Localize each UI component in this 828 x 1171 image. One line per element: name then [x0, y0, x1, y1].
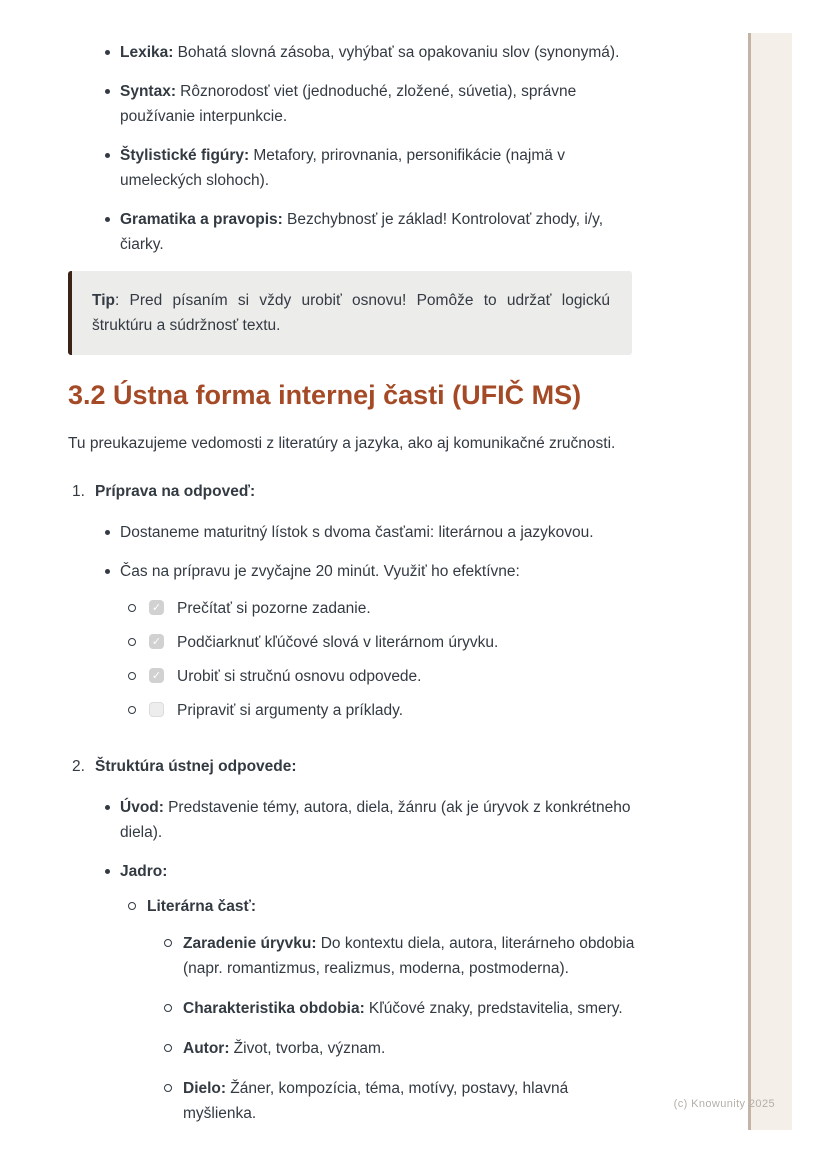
list-item-text	[120, 40, 638, 65]
list-item-body: Bezchybnosť je základ! Kontrolovať zhody, i/y, čiarky.	[120, 211, 604, 253]
bullet-disc-icon	[105, 40, 120, 65]
step-number: 1.	[72, 483, 85, 500]
list-item-body: Žáner, kompozícia, téma, motívy, postavy, hlavná myšlienka.	[183, 1080, 569, 1122]
list-item-text	[120, 559, 638, 732]
bullet-circle-icon	[164, 1084, 172, 1092]
list-item	[68, 40, 638, 65]
bullet-circle-icon	[128, 902, 136, 910]
tip-text: : Pred písaním si vždy urobiť osnovu! Pomôže to udržať logickú štruktúru a súdržnosť textu.	[92, 292, 610, 334]
list-item-label: Lexika:	[120, 44, 174, 61]
bullet-disc-icon	[105, 795, 120, 845]
list-item	[164, 931, 638, 981]
list-item-label: Jadro:	[120, 863, 168, 880]
checklist-item-text: Prečítať si pozorne zadanie.	[177, 600, 371, 617]
list-item-label: Autor:	[183, 1040, 230, 1057]
list-item	[68, 143, 638, 193]
list-item	[68, 520, 638, 545]
list-item-text	[183, 1076, 638, 1126]
list-item	[68, 207, 638, 257]
list-item-label: Dielo:	[183, 1080, 227, 1097]
list-item	[164, 996, 638, 1021]
list-item-label: Literárna časť:	[147, 898, 257, 915]
tip-callout	[68, 271, 632, 355]
list-item	[68, 559, 638, 732]
document-content	[68, 40, 638, 1167]
bullet-circle-icon	[128, 604, 136, 612]
list-item-label: Zaradenie úryvku:	[183, 935, 317, 952]
checklist-item	[128, 664, 638, 689]
list-item-text	[120, 795, 638, 845]
step-header	[68, 479, 638, 504]
list-item-text	[183, 931, 638, 981]
list-item-body: Predstavenie témy, autora, diela, žánru (ak je úryvok z konkrétneho diela).	[120, 799, 631, 841]
list-item-body: Do kontextu diela, autora, literárneho obdobia (napr. romantizmus, realizmus, moderna, postmoderna).	[183, 935, 635, 977]
step-number: 2.	[72, 758, 85, 775]
criteria-list	[68, 40, 638, 257]
bullet-disc-icon	[105, 207, 120, 257]
list-item-text	[120, 79, 638, 129]
list-item-text	[120, 207, 638, 257]
list-item	[128, 894, 638, 1141]
steps-list	[68, 479, 638, 1153]
checklist-item-text: Urobiť si stručnú osnovu odpovede.	[177, 668, 422, 685]
copyright-notice: (c) Knowunity 2025	[673, 1098, 775, 1110]
list-item-text	[183, 996, 638, 1021]
list-item	[164, 1076, 638, 1126]
tip-label: Tip	[92, 292, 115, 309]
list-item-body: Život, tvorba, význam.	[233, 1040, 386, 1057]
step-header	[68, 754, 638, 779]
checklist-item-text: Podčiarknuť kľúčové slová v literárnom úryvku.	[177, 634, 499, 651]
bullet-disc-icon	[105, 79, 120, 129]
checkbox[interactable]	[149, 702, 164, 717]
bullet-disc-icon	[105, 859, 120, 1153]
list-item-label: Úvod:	[120, 799, 164, 816]
preparation-checklist	[128, 596, 638, 723]
list-item-text: Dostaneme maturitný lístok s dvoma časťami: literárnou a jazykovou.	[120, 524, 594, 541]
literarna-sublist	[164, 931, 638, 1126]
list-item-text	[147, 894, 638, 1141]
checklist-item	[128, 698, 638, 723]
bullet-circle-icon	[128, 706, 136, 714]
jadro-sublist	[128, 894, 638, 1141]
list-item-label: Charakteristika obdobia:	[183, 1000, 365, 1017]
list-item-body: Čas na prípravu je zvyčajne 20 minút. Využiť ho efektívne:	[120, 563, 520, 580]
bullet-circle-icon	[164, 1044, 172, 1052]
list-item	[68, 859, 638, 1153]
list-item-text	[120, 859, 638, 1153]
checklist-item	[128, 630, 638, 655]
list-item-text	[183, 1036, 638, 1061]
checklist-item-text: Pripraviť si argumenty a príklady.	[177, 702, 404, 719]
bullet-circle-icon	[164, 939, 172, 947]
intro-paragraph: Tu preukazujeme vedomosti z literatúry a jazyka, ako aj komunikačné zručnosti.	[68, 435, 616, 452]
list-item-text	[120, 143, 638, 193]
list-item	[68, 79, 638, 129]
step-title: Príprava na odpoveď:	[95, 483, 256, 500]
page-edge-stripe	[748, 33, 792, 1130]
list-item-label: Gramatika a pravopis:	[120, 211, 283, 228]
step-bullets	[68, 795, 638, 1153]
bullet-disc-icon	[105, 559, 120, 732]
list-item-body: Bohatá slovná zásoba, vyhýbať sa opakovaniu slov (synonymá).	[177, 44, 620, 61]
checkbox[interactable]: ✓	[149, 634, 164, 649]
list-item-body: Kľúčové znaky, predstavitelia, smery.	[368, 1000, 623, 1017]
checklist-item	[128, 596, 638, 621]
bullet-circle-icon	[164, 1004, 172, 1012]
bullet-circle-icon	[128, 638, 136, 646]
step-struktura	[68, 754, 638, 1153]
bullet-disc-icon	[105, 520, 120, 545]
list-item-body: Rôznorodosť viet (jednoduché, zložené, súvetia), správne používanie interpunkcie.	[120, 83, 577, 125]
list-item	[164, 1036, 638, 1061]
step-priprava	[68, 479, 638, 732]
list-item-body: Metafory, prirovnania, personifikácie (najmä v umeleckých slohoch).	[120, 147, 565, 189]
step-bullets	[68, 520, 638, 732]
list-item	[68, 795, 638, 845]
bullet-disc-icon	[105, 143, 120, 193]
checkbox[interactable]: ✓	[149, 600, 164, 615]
checkbox[interactable]: ✓	[149, 668, 164, 683]
list-item-label: Štylistické figúry:	[120, 147, 250, 164]
bullet-circle-icon	[128, 672, 136, 680]
list-item-label: Syntax:	[120, 83, 176, 100]
step-title: Štruktúra ústnej odpovede:	[95, 758, 297, 775]
section-heading: 3.2 Ústna forma internej časti (UFIČ MS)	[68, 380, 582, 410]
